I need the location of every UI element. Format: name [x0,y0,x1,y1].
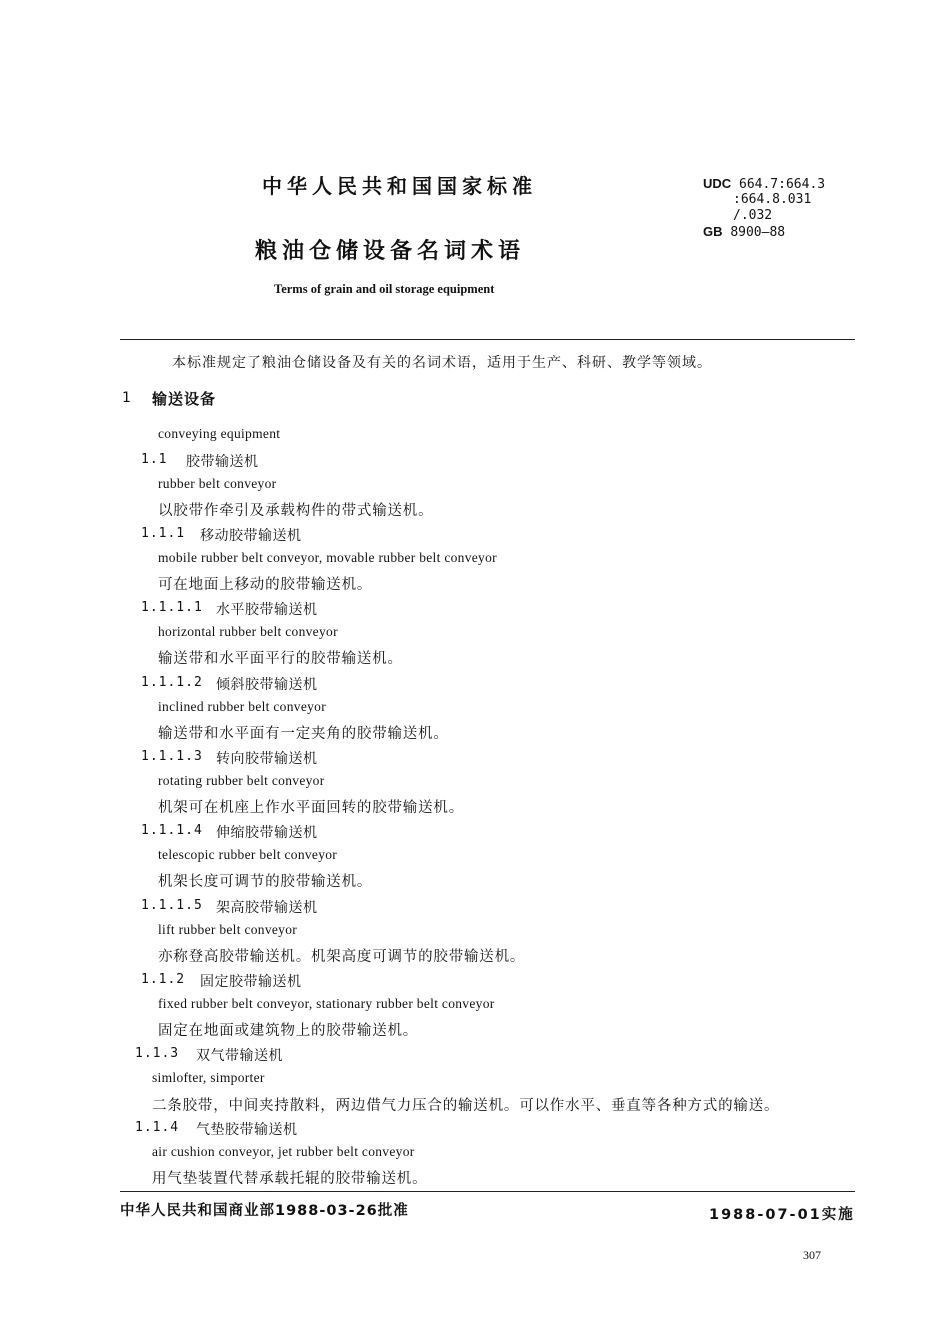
entry-definition: 输送带和水平面有一定夹角的胶带输送机。 [158,726,449,742]
gb-number: 8900—88 [730,225,786,240]
udc-line-1 [703,176,825,193]
entry-english: rotating rubber belt conveyor [158,773,325,788]
entry-definition: 可在地面上移动的胶带输送机。 [158,577,373,593]
effective-date: 1988-07-01实施 [709,1207,855,1223]
entry-number: 1.1.1.5 [141,898,203,913]
footer-divider [120,1191,855,1192]
entry-definition: 亦称登高胶带输送机。机架高度可调节的胶带输送机。 [158,949,526,965]
entry-english: rubber belt conveyor [158,476,277,491]
entry-english: fixed rubber belt conveyor, stationary rubber belt conveyor [158,996,495,1011]
entry-english: mobile rubber belt conveyor, movable rubber belt conveyor [158,550,497,565]
entry-term: 转向胶带输送机 [216,751,318,767]
page-number: 307 [803,1248,821,1262]
entry-definition: 二条胶带，中间夹持散料，两边借气力压合的输送机。可以作水平、垂直等各种方式的输送。 [152,1098,780,1114]
entry-english: horizontal rubber belt conveyor [158,624,338,639]
entry-number: 1.1.1.2 [141,675,203,690]
entry-definition: 固定在地面或建筑物上的胶带输送机。 [158,1023,419,1039]
entry-term: 胶带输送机 [186,454,259,470]
section-title: 输送设备 [152,390,217,408]
entry-term: 双气带输送机 [196,1048,283,1064]
entry-english: inclined rubber belt conveyor [158,699,327,714]
entry-number: 1.1.1 [141,526,186,541]
section-number: 1 [122,390,131,406]
gb-label: GB [703,224,723,239]
entry-definition: 以胶带作牵引及承载构件的带式输送机。 [158,503,434,519]
entry-term: 移动胶带输送机 [200,528,302,544]
entry-number: 1.1.4 [135,1120,180,1135]
entry-number: 1.1.1.4 [141,823,203,838]
standard-title: 中华人民共和国国家标准 [262,174,537,198]
entry-term: 气垫胶带输送机 [196,1122,298,1138]
entry-english: air cushion conveyor, jet rubber belt conveyor [152,1144,415,1159]
section-english: conveying equipment [158,426,281,441]
entry-term: 伸缩胶带输送机 [216,825,318,841]
entry-number: 1.1.3 [135,1046,180,1061]
udc-code-2: :664.8.031 [733,192,812,207]
entry-english: simlofter, simporter [152,1070,265,1085]
entry-english: telescopic rubber belt conveyor [158,847,338,862]
entry-term: 水平胶带输送机 [216,602,318,618]
approval-note: 中华人民共和国商业部1988-03-26批准 [120,1203,409,1219]
entry-definition: 机架可在机座上作水平面回转的胶带输送机。 [158,800,464,816]
header-divider [120,339,855,340]
entry-term: 固定胶带输送机 [200,974,302,990]
entry-english: lift rubber belt conveyor [158,922,298,937]
document-title: 粮油仓储设备名词术语 [255,239,526,264]
english-title: Terms of grain and oil storage equipment [274,282,495,296]
entry-definition: 用气垫装置代替承载托辊的胶带输送机。 [152,1171,428,1187]
udc-code-3: /.032 [733,208,773,223]
entry-number: 1.1 [141,452,168,467]
entry-term: 架高胶带输送机 [216,900,318,916]
entry-term: 倾斜胶带输送机 [216,677,318,693]
gb-number-line [703,224,785,241]
udc-label: UDC [703,176,732,191]
entry-definition: 输送带和水平面平行的胶带输送机。 [158,651,403,667]
entry-number: 1.1.2 [141,972,186,987]
entry-number: 1.1.1.1 [141,600,203,615]
entry-definition: 机架长度可调节的胶带输送机。 [158,874,373,890]
intro-paragraph: 本标准规定了粮油仓储设备及有关的名词术语，适用于生产、科研、教学等领域。 [172,355,712,371]
udc-code-1: 664.7:664.3 [739,177,826,192]
entry-number: 1.1.1.3 [141,749,203,764]
